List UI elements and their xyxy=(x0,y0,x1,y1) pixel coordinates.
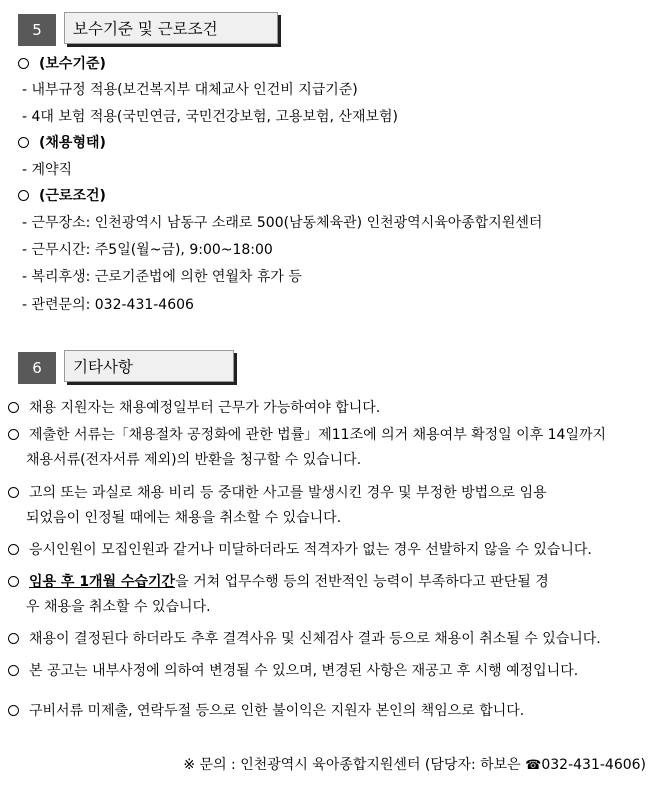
notice-item: 응시인원이 모집인원과 같거나 미달하더라도 적격자가 없는 경우 선발하지 않을 수 있습니다. xyxy=(8,540,592,560)
circle-bullet-icon xyxy=(8,633,19,644)
notice-item-continuation: 우 채용을 취소할 수 있습니다. xyxy=(26,599,211,615)
notice-item: 본 공고는 내부사정에 의하여 변경될 수 있으며, 변경된 사항은 재공고 후 시행 예정입니다. xyxy=(8,661,578,681)
list-item: - 관련문의: 032-431-4606 xyxy=(22,297,194,313)
list-item: - 근무시간: 주5일(월~금), 9:00~18:00 xyxy=(22,242,273,258)
circle-bullet-icon xyxy=(8,705,19,716)
circle-bullet-icon xyxy=(18,58,29,69)
circle-bullet-icon xyxy=(18,137,29,148)
group-heading: (보수기준) xyxy=(18,54,106,74)
section-title: 기타사항 xyxy=(64,350,234,382)
list-item: - 내부규정 적용(보건복지부 대체교사 인건비 지급기준) xyxy=(22,82,358,98)
circle-bullet-icon xyxy=(8,429,19,440)
footer-text: ※ 문의 : 인천광역시 육아종합지원센터 (담당자: 하보은 xyxy=(183,757,526,773)
circle-bullet-icon xyxy=(8,487,19,498)
circle-bullet-icon xyxy=(8,665,19,676)
circle-bullet-icon xyxy=(8,402,19,413)
notice-item: 채용이 결정된다 하더라도 추후 결격사유 및 신체검사 결과 등으로 채용이 취소될 수 있습니다. xyxy=(8,629,601,649)
list-item: - 근무장소: 인천광역시 남동구 소래로 500(남동체육관) 인천광역시육아종합지원센터 xyxy=(22,215,543,231)
list-item: - 4대 보험 적용(국민연금, 국민건강보험, 고용보험, 산재보험) xyxy=(22,109,398,125)
phone-icon: ☎ xyxy=(525,758,542,773)
list-item: - 계약직 xyxy=(22,162,73,178)
section-5-header xyxy=(18,12,280,48)
group-heading: (채용형태) xyxy=(18,133,106,153)
group-heading: (근로조건) xyxy=(18,186,106,206)
list-item: - 복리후생: 근로기준법에 의한 연월차 휴가 등 xyxy=(22,269,302,285)
notice-item: 제출한 서류는「채용절차 공정화에 관한 법률」제11조에 의거 채용여부 확정일 이후 14일까지 xyxy=(8,425,606,445)
footer-phone: 032-431-4606) xyxy=(541,757,646,773)
section-6-header xyxy=(18,350,238,386)
notice-item: 고의 또는 과실로 채용 비리 등 중대한 사고를 발생시킨 경우 및 부정한 방법으로 임용 xyxy=(8,483,547,503)
probation-emphasis: 임용 후 1개월 수습기간 xyxy=(29,574,176,590)
notice-item: 채용 지원자는 채용예정일부터 근무가 가능하여야 합니다. xyxy=(8,398,380,418)
notice-item: 임용 후 1개월 수습기간을 거쳐 업무수행 등의 전반적인 능력이 부족하다고 판단될 경 xyxy=(8,572,549,592)
section-number: 6 xyxy=(18,352,56,384)
circle-bullet-icon xyxy=(18,190,29,201)
circle-bullet-icon xyxy=(8,576,19,587)
section-title: 보수기준 및 근로조건 xyxy=(64,12,278,44)
notice-item-continuation: 되었음이 인정될 때에는 채용을 취소할 수 있습니다. xyxy=(26,510,342,526)
notice-item: 구비서류 미제출, 연락두절 등으로 인한 불이익은 지원자 본인의 책임으로 합니다. xyxy=(8,701,524,721)
section-number: 5 xyxy=(18,14,56,46)
circle-bullet-icon xyxy=(8,544,19,555)
notice-item-continuation: 채용서류(전자서류 제외)의 반환을 청구할 수 있습니다. xyxy=(26,452,362,468)
contact-footer xyxy=(183,754,646,774)
